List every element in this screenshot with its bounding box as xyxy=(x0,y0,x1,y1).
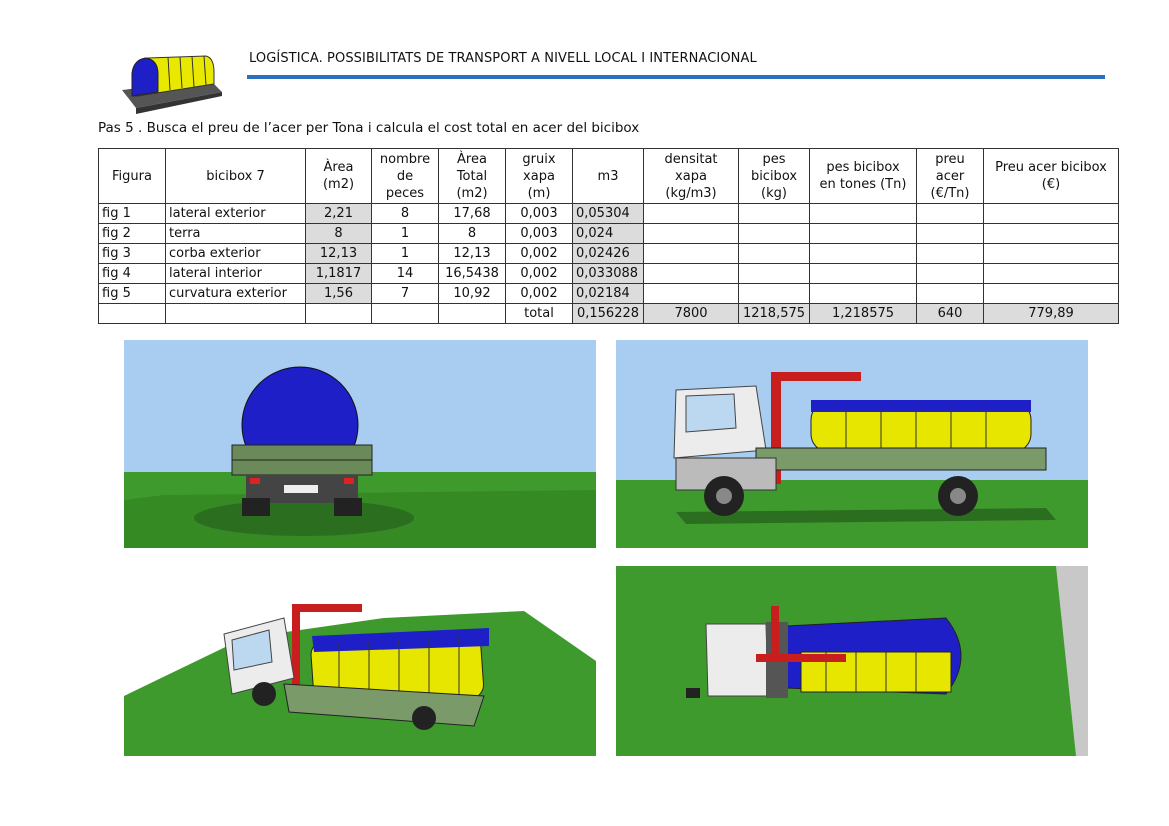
table-cell: lateral exterior xyxy=(166,204,306,224)
table-row xyxy=(99,204,1119,224)
col-gruix: gruix xapa (m) xyxy=(506,149,573,204)
table-row xyxy=(99,264,1119,284)
table-cell: 1 xyxy=(372,224,439,244)
table-cell: 1,1817 xyxy=(306,264,372,284)
table-cell: 0,024 xyxy=(573,224,644,244)
truck-side-view-image xyxy=(616,340,1088,548)
table-cell xyxy=(372,304,439,324)
table-cell: fig 5 xyxy=(99,284,166,304)
col-nombre: nombre de peces xyxy=(372,149,439,204)
table-cell: 8 xyxy=(306,224,372,244)
total-m3: 0,156228 xyxy=(573,304,644,324)
col-area: Àrea (m2) xyxy=(306,149,372,204)
table-cell: fig 1 xyxy=(99,204,166,224)
col-area-total: Àrea Total (m2) xyxy=(439,149,506,204)
table-cell: curvatura exterior xyxy=(166,284,306,304)
table-cell: 0,002 xyxy=(506,284,573,304)
table-cell xyxy=(810,244,917,264)
table-cell: lateral interior xyxy=(166,264,306,284)
bicibox-logo xyxy=(118,52,224,116)
table-cell xyxy=(984,204,1119,224)
table-cell: 7 xyxy=(372,284,439,304)
table-cell xyxy=(739,264,810,284)
table-cell: 8 xyxy=(439,224,506,244)
table-cell: 1 xyxy=(372,244,439,264)
table-cell xyxy=(917,264,984,284)
table-cell xyxy=(917,204,984,224)
table-cell xyxy=(644,224,739,244)
total-preu-total: 779,89 xyxy=(984,304,1119,324)
table-cell: corba exterior xyxy=(166,244,306,264)
table-cell xyxy=(439,304,506,324)
table-cell xyxy=(810,284,917,304)
table-cell xyxy=(644,244,739,264)
table-cell xyxy=(166,304,306,324)
table-cell: 0,002 xyxy=(506,244,573,264)
steel-cost-table xyxy=(98,148,1119,324)
table-cell xyxy=(739,204,810,224)
total-label: total xyxy=(506,304,573,324)
col-densitat: densitat xapa (kg/m3) xyxy=(644,149,739,204)
header-title: LOGÍSTICA. POSSIBILITATS DE TRANSPORT A NIVELL LOCAL I INTERNACIONAL xyxy=(249,51,757,66)
table-cell: fig 3 xyxy=(99,244,166,264)
table-cell xyxy=(917,244,984,264)
table-row xyxy=(99,284,1119,304)
table-cell xyxy=(984,224,1119,244)
table-cell xyxy=(644,204,739,224)
table-cell: 0,02426 xyxy=(573,244,644,264)
table-cell: 14 xyxy=(372,264,439,284)
table-cell: 10,92 xyxy=(439,284,506,304)
col-figura: Figura xyxy=(99,149,166,204)
table-cell: 12,13 xyxy=(439,244,506,264)
table-cell xyxy=(917,224,984,244)
table-cell: 12,13 xyxy=(306,244,372,264)
table-row xyxy=(99,224,1119,244)
table-cell: 0,05304 xyxy=(573,204,644,224)
table-cell: 16,5438 xyxy=(439,264,506,284)
table-cell xyxy=(644,264,739,284)
total-pes-tn: 1,218575 xyxy=(810,304,917,324)
table-cell xyxy=(306,304,372,324)
col-pes-tn: pes bicibox en tones (Tn) xyxy=(810,149,917,204)
table-cell: 0,003 xyxy=(506,204,573,224)
table-cell: fig 4 xyxy=(99,264,166,284)
truck-perspective-view-image xyxy=(124,566,596,756)
col-bicibox: bicibox 7 xyxy=(166,149,306,204)
col-preu-total: Preu acer bicibox (€) xyxy=(984,149,1119,204)
table-cell xyxy=(739,244,810,264)
total-densitat: 7800 xyxy=(644,304,739,324)
table-cell: 1,56 xyxy=(306,284,372,304)
table-cell xyxy=(917,284,984,304)
table-cell: 2,21 xyxy=(306,204,372,224)
table-cell: terra xyxy=(166,224,306,244)
total-pes: 1218,575 xyxy=(739,304,810,324)
table-cell xyxy=(810,264,917,284)
table-cell xyxy=(810,224,917,244)
header-divider xyxy=(247,75,1105,79)
table-cell xyxy=(99,304,166,324)
table-cell xyxy=(984,284,1119,304)
table-cell xyxy=(739,284,810,304)
truck-top-view-image xyxy=(616,566,1088,756)
table-cell: fig 2 xyxy=(99,224,166,244)
table-cell: 0,02184 xyxy=(573,284,644,304)
table-cell: 0,003 xyxy=(506,224,573,244)
col-pes: pes bicibox (kg) xyxy=(739,149,810,204)
table-cell: 0,002 xyxy=(506,264,573,284)
truck-rear-view-image xyxy=(124,340,596,548)
table-cell xyxy=(644,284,739,304)
table-cell xyxy=(984,244,1119,264)
table-cell: 17,68 xyxy=(439,204,506,224)
table-cell xyxy=(984,264,1119,284)
total-preu: 640 xyxy=(917,304,984,324)
table-cell: 0,033088 xyxy=(573,264,644,284)
table-cell: 8 xyxy=(372,204,439,224)
table-header-row xyxy=(99,149,1119,204)
table-total-row xyxy=(99,304,1119,324)
step-instruction: Pas 5 . Busca el preu de l’acer per Tona i calcula el cost total en acer del bicibox xyxy=(98,120,640,136)
col-m3: m3 xyxy=(573,149,644,204)
table-row xyxy=(99,244,1119,264)
table-cell xyxy=(739,224,810,244)
table-cell xyxy=(810,204,917,224)
col-preu: preu acer (€/Tn) xyxy=(917,149,984,204)
